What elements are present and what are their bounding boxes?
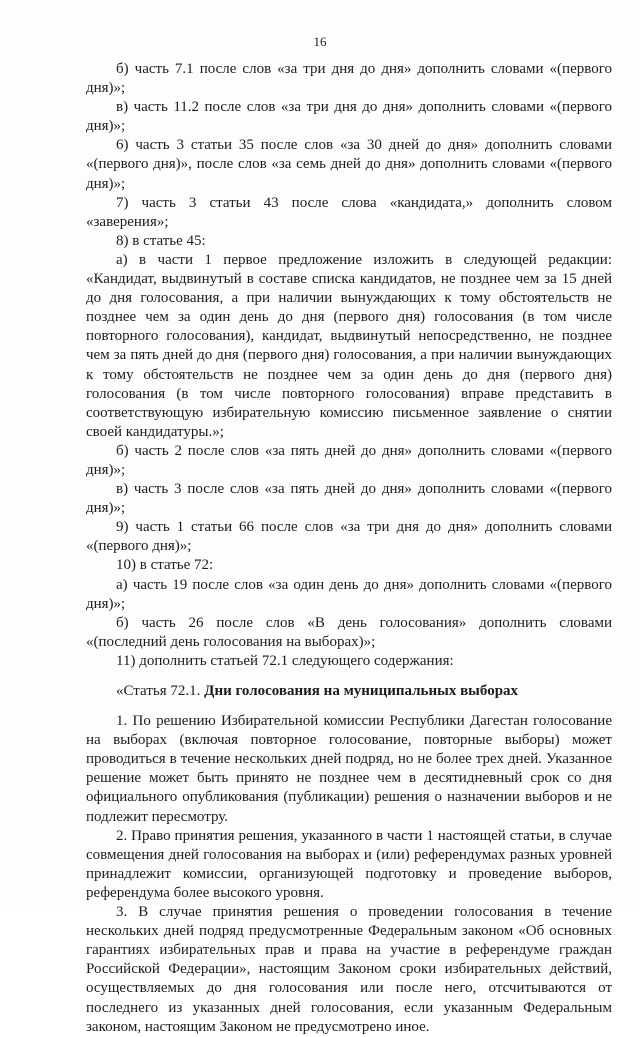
article-title: Дни голосования на муниципальных выборах [204, 683, 519, 699]
paragraph: 11) дополнить статьей 72.1 следующего содержания: [116, 652, 454, 669]
document-body [86, 60, 612, 1037]
page-number: 16 [313, 34, 327, 49]
paragraph: в) часть 3 после слов «за пять дней до дня» дополнить словами «(первого дня)»; [86, 481, 612, 517]
paragraph: б) часть 2 после слов «за пять дней до дня» дополнить словами «(первого дня)»; [86, 442, 612, 478]
paragraph: а) в части 1 первое предложение изложить в следующей редакции: «Кандидат, выдвинутый в составе списка кандидатов, не позднее чем за 15 дней до дня голосования, а при наличии вынуждающих к тому обстоятельств не позднее чем за один день до дня (первого дня) голосования (в том числе повторного голосования), кандидат, выдвинутый непосредственно, не позднее чем за пять дней до дня (первого дня) голосования, а при наличии вынуждающих к тому обстоятельств не позднее чем за один день до дня (первого дня) голосования (в том числе повторного голосования) вправе представить в соответствующую избирательную комиссию письменное заявление о снятии своей кандидатуры.»; [86, 251, 612, 440]
article-paragraph: 1. По решению Избирательной комиссии Республики Дагестан голосование на выборах (включая повторное голосование, повторные выборы) может проводиться в течение нескольких дней подряд, но не более трех дней. Указанное решение может быть принято не позднее чем в десятидневный срок со дня официального опубликования (публикации) решения о назначении выборов и не подлежит пересмотру. [86, 713, 612, 825]
paragraph: б) часть 26 после слов «В день голосования» дополнить словами «(последний день голосования на выборах)»; [86, 614, 612, 650]
paragraph: 7) часть 3 статьи 43 после слова «кандидата,» дополнить словом «заверения»; [86, 194, 612, 230]
article-heading [86, 682, 612, 701]
paragraph: 8) в статье 45: [116, 232, 206, 249]
article-prefix: «Статья 72.1. [116, 683, 205, 699]
paragraph: 6) часть 3 статьи 35 после слов «за 30 дней до дня» дополнить словами «(первого дня)», после слов «за семь дней до дня» дополнить словами «(первого дня)»; [86, 137, 612, 192]
paragraph: в) часть 11.2 после слов «за три дня до дня» дополнить словами «(первого дня)»; [86, 99, 612, 135]
paragraph: 9) часть 1 статьи 66 после слов «за три дня до дня» дополнить словами «(первого дня)»; [86, 519, 612, 555]
article-paragraph: 3. В случае принятия решения о проведении голосования в течение нескольких дней подряд предусмотренные Федеральным законом «Об основных гарантиях избирательных прав и права на участие в референдуме граждан Российской Федерации», настоящим Законом сроки избирательных действий, осуществляемых до дня голосования или после него, отсчитываются от последнего из указанных дней голосования, если указанным Федеральным законом, настоящим Законом не предусмотрено иное. [86, 904, 612, 1035]
paragraph: а) часть 19 после слов «за один день до дня» дополнить словами «(первого дня)»; [86, 576, 612, 612]
paragraph: 10) в статье 72: [116, 557, 214, 574]
article-paragraph: 2. Право принятия решения, указанного в части 1 настоящей статьи, в случае совмещения дней голосования на выборах и (или) референдумах разных уровней принадлежит комиссии, организующей подготовку и проведение выборов, референдума более высокого уровня. [86, 827, 612, 901]
paragraph: б) часть 7.1 после слов «за три дня до дня» дополнить словами «(первого дня)»; [86, 61, 612, 97]
